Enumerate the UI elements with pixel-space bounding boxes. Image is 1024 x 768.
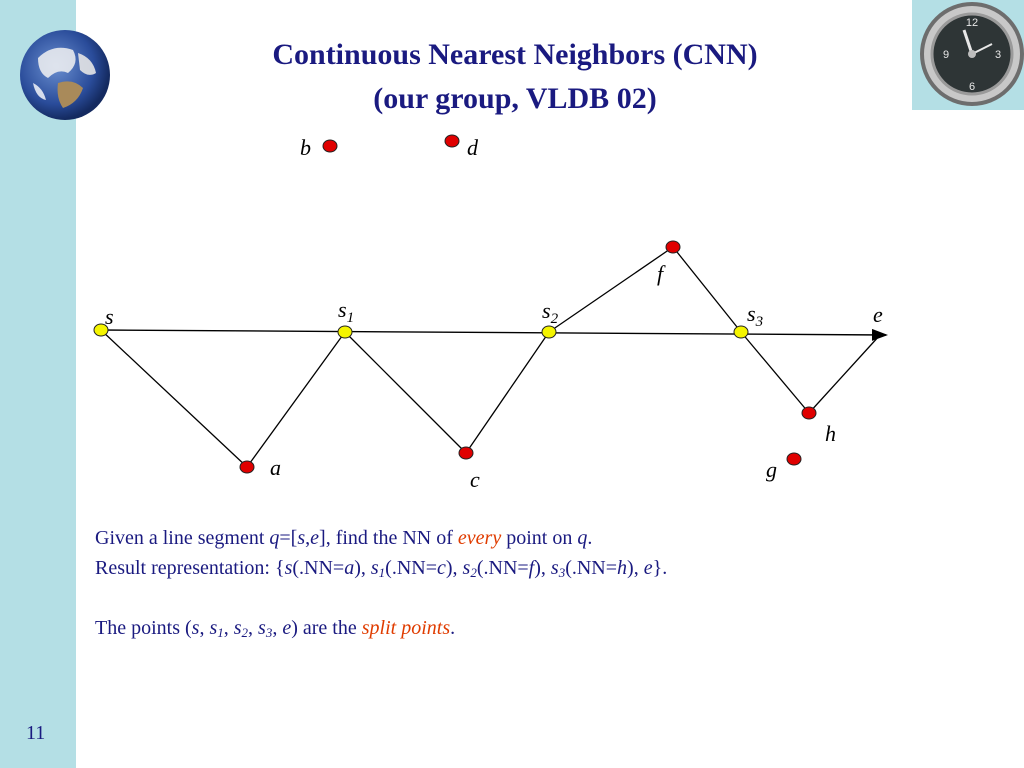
query-segment — [101, 330, 886, 335]
label-d: d — [467, 135, 478, 160]
caption-line-1: Given a line segment q=[s,e], find the NN of every point on q. — [95, 527, 593, 549]
page-number: 11 — [26, 722, 46, 744]
caption-line-3: The points (s, $s_1$, $s_2$, $s_3$, e) are the split points. — [95, 617, 456, 640]
split-point-s2 — [542, 326, 556, 338]
label-h: h — [825, 421, 836, 446]
data-point-d — [445, 135, 459, 147]
emphasis-every: every — [457, 527, 502, 549]
data-point-c — [459, 447, 473, 459]
data-point-a — [240, 461, 254, 473]
label-s2: $s_2$ — [542, 298, 559, 327]
edge-c-s2 — [466, 332, 549, 453]
edge-h-e — [809, 335, 880, 413]
page-title: Continuous Nearest Neighbors (CNN) — [272, 38, 758, 71]
edge-s1-c — [345, 332, 466, 453]
label-s: s — [105, 304, 114, 329]
label-g: g — [766, 457, 777, 482]
svg-text:12: 12 — [965, 17, 979, 29]
split-point-s3 — [734, 326, 748, 338]
page-subtitle: (our group, VLDB 02) — [373, 82, 657, 115]
edge-a-s1 — [247, 332, 345, 467]
svg-text:9: 9 — [942, 49, 950, 61]
edge-s-a — [101, 330, 247, 467]
data-point-g — [787, 453, 801, 465]
label-s1: $s_1$ — [338, 297, 355, 326]
label-s3: $s_3$ — [747, 301, 764, 330]
data-point-h — [802, 407, 816, 419]
svg-text:6: 6 — [968, 81, 976, 93]
split-point-s1 — [338, 326, 352, 338]
label-c: c — [470, 467, 480, 492]
label-e: e — [873, 302, 883, 327]
label-f: f — [657, 261, 664, 286]
caption-line-2: Result representation: {s(.NN=a), $s_1(.NN=c)$, $s_2(.NN=f)$, $s_3(.NN=h)$, e}. — [95, 557, 668, 580]
edge-s3-h — [741, 332, 809, 413]
svg-text:3: 3 — [994, 49, 1002, 61]
emphasis-split-points: split points — [361, 617, 451, 639]
label-a: a — [270, 455, 281, 480]
edge-s2-f — [549, 247, 673, 332]
data-point-f — [666, 241, 680, 253]
label-b: b — [300, 135, 311, 160]
data-point-b — [323, 140, 337, 152]
edge-f-s3 — [673, 247, 741, 332]
